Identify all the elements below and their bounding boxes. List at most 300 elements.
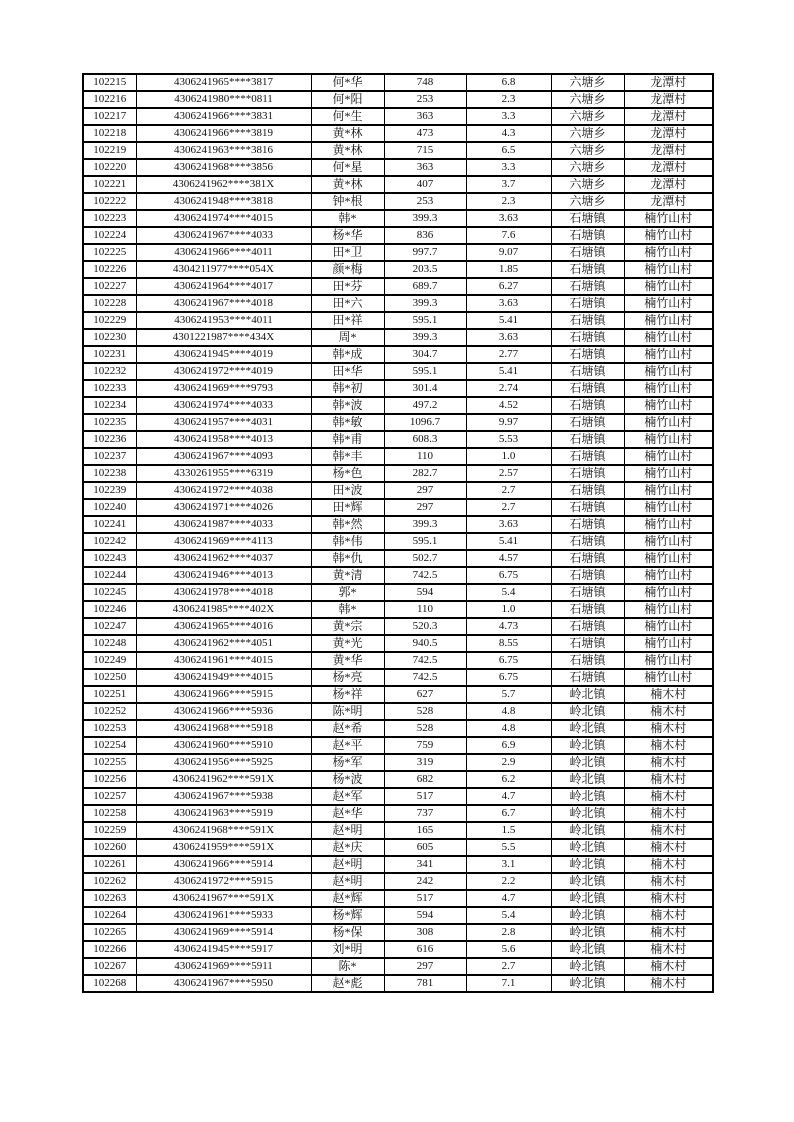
- cell-serial-number: 102224: [83, 227, 136, 244]
- cell-id-number-masked: 4306241985****402X: [136, 601, 311, 618]
- cell-township: 岭北镇: [551, 686, 624, 703]
- cell-village: 楠木村: [624, 703, 713, 720]
- cell-name-masked: 杨*色: [311, 465, 384, 482]
- cell-id-number-masked: 4306241971****4026: [136, 499, 311, 516]
- cell-serial-number: 102252: [83, 703, 136, 720]
- cell-area: 5.7: [466, 686, 551, 703]
- cell-amount: 616: [384, 941, 466, 958]
- cell-area: 6.75: [466, 652, 551, 669]
- cell-serial-number: 102231: [83, 346, 136, 363]
- cell-area: 5.5: [466, 839, 551, 856]
- cell-area: 7.6: [466, 227, 551, 244]
- cell-village: 楠竹山村: [624, 567, 713, 584]
- table-row: [83, 516, 713, 533]
- table-row: [83, 176, 713, 193]
- cell-area: 6.75: [466, 567, 551, 584]
- cell-township: 石塘镇: [551, 380, 624, 397]
- cell-village: 龙潭村: [624, 142, 713, 159]
- cell-township: 石塘镇: [551, 431, 624, 448]
- cell-serial-number: 102263: [83, 890, 136, 907]
- cell-village: 楠竹山村: [624, 397, 713, 414]
- cell-township: 岭北镇: [551, 754, 624, 771]
- cell-area: 2.7: [466, 482, 551, 499]
- cell-name-masked: 赵*希: [311, 720, 384, 737]
- cell-serial-number: 102257: [83, 788, 136, 805]
- cell-township: 岭北镇: [551, 822, 624, 839]
- cell-township: 岭北镇: [551, 839, 624, 856]
- cell-area: 9.07: [466, 244, 551, 261]
- table-row: [83, 839, 713, 856]
- cell-area: 2.3: [466, 91, 551, 108]
- cell-name-masked: 颜*梅: [311, 261, 384, 278]
- cell-amount: 836: [384, 227, 466, 244]
- cell-township: 六塘乡: [551, 74, 624, 91]
- cell-id-number-masked: 4306241948****3818: [136, 193, 311, 210]
- cell-serial-number: 102219: [83, 142, 136, 159]
- cell-name-masked: 韩*丰: [311, 448, 384, 465]
- cell-amount: 363: [384, 159, 466, 176]
- cell-name-masked: 何*生: [311, 108, 384, 125]
- cell-id-number-masked: 4306241980****0811: [136, 91, 311, 108]
- cell-amount: 110: [384, 448, 466, 465]
- table-row: [83, 890, 713, 907]
- cell-name-masked: 杨*波: [311, 771, 384, 788]
- cell-village: 龙潭村: [624, 193, 713, 210]
- cell-serial-number: 102259: [83, 822, 136, 839]
- cell-name-masked: 赵*辉: [311, 890, 384, 907]
- cell-id-number-masked: 4306241969****5911: [136, 958, 311, 975]
- table-row: [83, 329, 713, 346]
- cell-id-number-masked: 4306241961****4015: [136, 652, 311, 669]
- cell-name-masked: 杨*华: [311, 227, 384, 244]
- cell-id-number-masked: 4306241972****5915: [136, 873, 311, 890]
- cell-village: 楠竹山村: [624, 244, 713, 261]
- cell-village: 楠竹山村: [624, 261, 713, 278]
- cell-id-number-masked: 4306241967****591X: [136, 890, 311, 907]
- cell-area: 2.9: [466, 754, 551, 771]
- cell-serial-number: 102251: [83, 686, 136, 703]
- cell-village: 楠竹山村: [624, 312, 713, 329]
- table-row: [83, 669, 713, 686]
- cell-name-masked: 田*六: [311, 295, 384, 312]
- cell-village: 楠竹山村: [624, 482, 713, 499]
- cell-area: 6.9: [466, 737, 551, 754]
- cell-name-masked: 周*: [311, 329, 384, 346]
- cell-serial-number: 102256: [83, 771, 136, 788]
- cell-area: 2.2: [466, 873, 551, 890]
- cell-id-number-masked: 4306241967****5950: [136, 975, 311, 992]
- cell-amount: 742.5: [384, 652, 466, 669]
- cell-id-number-masked: 4306241978****4018: [136, 584, 311, 601]
- table-row: [83, 873, 713, 890]
- cell-name-masked: 韩*成: [311, 346, 384, 363]
- table-row: [83, 431, 713, 448]
- cell-area: 2.7: [466, 499, 551, 516]
- cell-township: 岭北镇: [551, 788, 624, 805]
- table-row: [83, 788, 713, 805]
- cell-amount: 605: [384, 839, 466, 856]
- cell-name-masked: 赵*华: [311, 805, 384, 822]
- cell-serial-number: 102262: [83, 873, 136, 890]
- cell-name-masked: 韩*伟: [311, 533, 384, 550]
- cell-area: 4.8: [466, 720, 551, 737]
- cell-area: 6.7: [466, 805, 551, 822]
- cell-serial-number: 102238: [83, 465, 136, 482]
- cell-amount: 737: [384, 805, 466, 822]
- cell-serial-number: 102215: [83, 74, 136, 91]
- cell-area: 3.63: [466, 210, 551, 227]
- cell-name-masked: 韩*然: [311, 516, 384, 533]
- cell-township: 石塘镇: [551, 329, 624, 346]
- cell-township: 石塘镇: [551, 244, 624, 261]
- cell-serial-number: 102243: [83, 550, 136, 567]
- cell-area: 8.55: [466, 635, 551, 652]
- cell-village: 楠木村: [624, 958, 713, 975]
- cell-township: 石塘镇: [551, 363, 624, 380]
- cell-village: 楠木村: [624, 890, 713, 907]
- cell-name-masked: 田*祥: [311, 312, 384, 329]
- cell-township: 石塘镇: [551, 261, 624, 278]
- cell-name-masked: 何*华: [311, 74, 384, 91]
- cell-area: 5.6: [466, 941, 551, 958]
- table-row: [83, 193, 713, 210]
- cell-area: 3.3: [466, 108, 551, 125]
- cell-name-masked: 赵*明: [311, 856, 384, 873]
- cell-area: 5.41: [466, 312, 551, 329]
- cell-id-number-masked: 4306241968****5918: [136, 720, 311, 737]
- cell-serial-number: 102245: [83, 584, 136, 601]
- cell-name-masked: 韩*初: [311, 380, 384, 397]
- cell-id-number-masked: 4306241966****5915: [136, 686, 311, 703]
- cell-village: 楠竹山村: [624, 414, 713, 431]
- cell-id-number-masked: 4306241949****4015: [136, 669, 311, 686]
- cell-township: 石塘镇: [551, 465, 624, 482]
- cell-amount: 203.5: [384, 261, 466, 278]
- cell-area: 5.41: [466, 533, 551, 550]
- cell-id-number-masked: 4330261955****6319: [136, 465, 311, 482]
- cell-amount: 297: [384, 958, 466, 975]
- cell-amount: 627: [384, 686, 466, 703]
- cell-id-number-masked: 4301221987****434X: [136, 329, 311, 346]
- table-row: [83, 244, 713, 261]
- cell-village: 楠竹山村: [624, 601, 713, 618]
- cell-serial-number: 102228: [83, 295, 136, 312]
- cell-id-number-masked: 4306241967****4093: [136, 448, 311, 465]
- cell-area: 6.8: [466, 74, 551, 91]
- cell-township: 岭北镇: [551, 720, 624, 737]
- cell-village: 楠木村: [624, 873, 713, 890]
- cell-village: 楠木村: [624, 720, 713, 737]
- table-row: [83, 924, 713, 941]
- cell-id-number-masked: 4306241960****5910: [136, 737, 311, 754]
- cell-serial-number: 102268: [83, 975, 136, 992]
- cell-area: 3.1: [466, 856, 551, 873]
- cell-township: 六塘乡: [551, 142, 624, 159]
- cell-village: 楠木村: [624, 907, 713, 924]
- cell-village: 楠竹山村: [624, 516, 713, 533]
- cell-name-masked: 赵*彪: [311, 975, 384, 992]
- cell-village: 楠竹山村: [624, 550, 713, 567]
- cell-name-masked: 钟*根: [311, 193, 384, 210]
- cell-id-number-masked: 4306241953****4011: [136, 312, 311, 329]
- cell-id-number-masked: 4306241945****5917: [136, 941, 311, 958]
- cell-area: 7.1: [466, 975, 551, 992]
- cell-amount: 682: [384, 771, 466, 788]
- cell-amount: 748: [384, 74, 466, 91]
- cell-area: 2.57: [466, 465, 551, 482]
- cell-serial-number: 102237: [83, 448, 136, 465]
- cell-township: 六塘乡: [551, 176, 624, 193]
- cell-township: 六塘乡: [551, 125, 624, 142]
- table-row: [83, 907, 713, 924]
- cell-name-masked: 韩*仇: [311, 550, 384, 567]
- cell-area: 2.3: [466, 193, 551, 210]
- cell-amount: 253: [384, 193, 466, 210]
- cell-id-number-masked: 4306241965****3817: [136, 74, 311, 91]
- cell-village: 楠竹山村: [624, 431, 713, 448]
- table-row: [83, 618, 713, 635]
- cell-id-number-masked: 4306241966****5914: [136, 856, 311, 873]
- cell-village: 楠木村: [624, 924, 713, 941]
- cell-area: 9.97: [466, 414, 551, 431]
- cell-amount: 319: [384, 754, 466, 771]
- cell-id-number-masked: 4306241966****5936: [136, 703, 311, 720]
- cell-township: 石塘镇: [551, 346, 624, 363]
- cell-id-number-masked: 4306241962****591X: [136, 771, 311, 788]
- cell-township: 岭北镇: [551, 890, 624, 907]
- cell-amount: 594: [384, 907, 466, 924]
- cell-area: 2.74: [466, 380, 551, 397]
- cell-amount: 594: [384, 584, 466, 601]
- cell-name-masked: 赵*庆: [311, 839, 384, 856]
- cell-serial-number: 102218: [83, 125, 136, 142]
- cell-amount: 759: [384, 737, 466, 754]
- cell-area: 2.77: [466, 346, 551, 363]
- cell-name-masked: 杨*保: [311, 924, 384, 941]
- cell-amount: 517: [384, 890, 466, 907]
- cell-amount: 399.3: [384, 210, 466, 227]
- cell-id-number-masked: 4306241974****4033: [136, 397, 311, 414]
- cell-village: 龙潭村: [624, 176, 713, 193]
- table-row: [83, 958, 713, 975]
- cell-township: 岭北镇: [551, 771, 624, 788]
- table-row: [83, 822, 713, 839]
- cell-name-masked: 黄*林: [311, 176, 384, 193]
- table-row: [83, 584, 713, 601]
- table-row: [83, 482, 713, 499]
- cell-serial-number: 102229: [83, 312, 136, 329]
- cell-amount: 363: [384, 108, 466, 125]
- cell-village: 楠竹山村: [624, 652, 713, 669]
- cell-area: 3.3: [466, 159, 551, 176]
- cell-township: 石塘镇: [551, 516, 624, 533]
- cell-name-masked: 田*卫: [311, 244, 384, 261]
- cell-amount: 689.7: [384, 278, 466, 295]
- cell-id-number-masked: 4306241972****4019: [136, 363, 311, 380]
- cell-serial-number: 102217: [83, 108, 136, 125]
- cell-name-masked: 田*辉: [311, 499, 384, 516]
- cell-amount: 1096.7: [384, 414, 466, 431]
- table-row: [83, 74, 713, 91]
- cell-serial-number: 102250: [83, 669, 136, 686]
- cell-area: 6.75: [466, 669, 551, 686]
- cell-serial-number: 102249: [83, 652, 136, 669]
- table-row: [83, 652, 713, 669]
- cell-area: 3.63: [466, 329, 551, 346]
- table-row: [83, 125, 713, 142]
- cell-amount: 242: [384, 873, 466, 890]
- cell-amount: 301.4: [384, 380, 466, 397]
- cell-serial-number: 102241: [83, 516, 136, 533]
- cell-township: 岭北镇: [551, 856, 624, 873]
- cell-amount: 595.1: [384, 312, 466, 329]
- cell-area: 4.7: [466, 788, 551, 805]
- cell-amount: 715: [384, 142, 466, 159]
- cell-serial-number: 102247: [83, 618, 136, 635]
- cell-name-masked: 赵*平: [311, 737, 384, 754]
- cell-area: 5.53: [466, 431, 551, 448]
- cell-name-masked: 何*星: [311, 159, 384, 176]
- table-row: [83, 210, 713, 227]
- cell-amount: 497.2: [384, 397, 466, 414]
- cell-name-masked: 黄*林: [311, 125, 384, 142]
- cell-township: 石塘镇: [551, 210, 624, 227]
- cell-village: 楠木村: [624, 805, 713, 822]
- cell-village: 楠竹山村: [624, 465, 713, 482]
- cell-area: 6.5: [466, 142, 551, 159]
- cell-amount: 341: [384, 856, 466, 873]
- cell-serial-number: 102230: [83, 329, 136, 346]
- cell-village: 楠竹山村: [624, 499, 713, 516]
- cell-id-number-masked: 4306241958****4013: [136, 431, 311, 448]
- cell-township: 岭北镇: [551, 703, 624, 720]
- cell-id-number-masked: 4306241962****4037: [136, 550, 311, 567]
- cell-village: 楠竹山村: [624, 669, 713, 686]
- cell-area: 2.7: [466, 958, 551, 975]
- cell-serial-number: 102253: [83, 720, 136, 737]
- cell-serial-number: 102267: [83, 958, 136, 975]
- cell-area: 1.0: [466, 448, 551, 465]
- table-row: [83, 227, 713, 244]
- cell-village: 楠竹山村: [624, 584, 713, 601]
- cell-id-number-masked: 4306241946****4013: [136, 567, 311, 584]
- cell-name-masked: 杨*军: [311, 754, 384, 771]
- cell-amount: 608.3: [384, 431, 466, 448]
- cell-name-masked: 黄*清: [311, 567, 384, 584]
- cell-village: 楠竹山村: [624, 329, 713, 346]
- table-row: [83, 414, 713, 431]
- cell-name-masked: 黄*宗: [311, 618, 384, 635]
- cell-amount: 253: [384, 91, 466, 108]
- table-row: [83, 720, 713, 737]
- cell-amount: 304.7: [384, 346, 466, 363]
- cell-amount: 940.5: [384, 635, 466, 652]
- cell-area: 2.8: [466, 924, 551, 941]
- cell-id-number-masked: 4306241969****4113: [136, 533, 311, 550]
- cell-amount: 282.7: [384, 465, 466, 482]
- cell-amount: 165: [384, 822, 466, 839]
- cell-amount: 997.7: [384, 244, 466, 261]
- cell-village: 楠竹山村: [624, 380, 713, 397]
- cell-township: 石塘镇: [551, 278, 624, 295]
- table-row: [83, 941, 713, 958]
- cell-village: 楠木村: [624, 737, 713, 754]
- cell-name-masked: 韩*甫: [311, 431, 384, 448]
- cell-township: 六塘乡: [551, 91, 624, 108]
- table-row: [83, 346, 713, 363]
- cell-township: 石塘镇: [551, 482, 624, 499]
- cell-serial-number: 102240: [83, 499, 136, 516]
- cell-serial-number: 102242: [83, 533, 136, 550]
- cell-amount: 595.1: [384, 533, 466, 550]
- cell-township: 石塘镇: [551, 669, 624, 686]
- cell-serial-number: 102261: [83, 856, 136, 873]
- cell-area: 3.63: [466, 295, 551, 312]
- cell-village: 楠木村: [624, 839, 713, 856]
- cell-village: 楠木村: [624, 822, 713, 839]
- cell-amount: 399.3: [384, 516, 466, 533]
- cell-amount: 308: [384, 924, 466, 941]
- cell-amount: 742.5: [384, 567, 466, 584]
- cell-serial-number: 102246: [83, 601, 136, 618]
- cell-village: 龙潭村: [624, 91, 713, 108]
- table-row: [83, 465, 713, 482]
- table-row: [83, 533, 713, 550]
- cell-id-number-masked: 4306241963****5919: [136, 805, 311, 822]
- cell-township: 石塘镇: [551, 618, 624, 635]
- cell-amount: 595.1: [384, 363, 466, 380]
- table-row: [83, 771, 713, 788]
- cell-name-masked: 陈*明: [311, 703, 384, 720]
- table-row: [83, 295, 713, 312]
- table-row: [83, 975, 713, 992]
- cell-area: 5.41: [466, 363, 551, 380]
- cell-township: 岭北镇: [551, 975, 624, 992]
- cell-serial-number: 102260: [83, 839, 136, 856]
- cell-name-masked: 赵*明: [311, 822, 384, 839]
- cell-village: 龙潭村: [624, 108, 713, 125]
- cell-area: 4.7: [466, 890, 551, 907]
- cell-village: 龙潭村: [624, 74, 713, 91]
- cell-amount: 781: [384, 975, 466, 992]
- cell-id-number-masked: 4306241956****5925: [136, 754, 311, 771]
- table-row: [83, 312, 713, 329]
- cell-township: 六塘乡: [551, 159, 624, 176]
- cell-area: 3.63: [466, 516, 551, 533]
- cell-id-number-masked: 4306241963****3816: [136, 142, 311, 159]
- cell-area: 5.4: [466, 584, 551, 601]
- cell-id-number-masked: 4306241968****591X: [136, 822, 311, 839]
- cell-area: 5.4: [466, 907, 551, 924]
- table-row: [83, 635, 713, 652]
- cell-id-number-masked: 4306241966****3831: [136, 108, 311, 125]
- cell-township: 岭北镇: [551, 958, 624, 975]
- cell-township: 石塘镇: [551, 312, 624, 329]
- cell-name-masked: 黄*华: [311, 652, 384, 669]
- roster-table-body: [83, 74, 713, 992]
- table-row: [83, 278, 713, 295]
- cell-id-number-masked: 4306241969****9793: [136, 380, 311, 397]
- roster-table-container: [82, 73, 712, 993]
- cell-area: 1.5: [466, 822, 551, 839]
- cell-id-number-masked: 4306241965****4016: [136, 618, 311, 635]
- cell-amount: 517: [384, 788, 466, 805]
- cell-township: 岭北镇: [551, 924, 624, 941]
- cell-village: 楠竹山村: [624, 278, 713, 295]
- cell-township: 石塘镇: [551, 601, 624, 618]
- cell-area: 4.3: [466, 125, 551, 142]
- cell-amount: 297: [384, 482, 466, 499]
